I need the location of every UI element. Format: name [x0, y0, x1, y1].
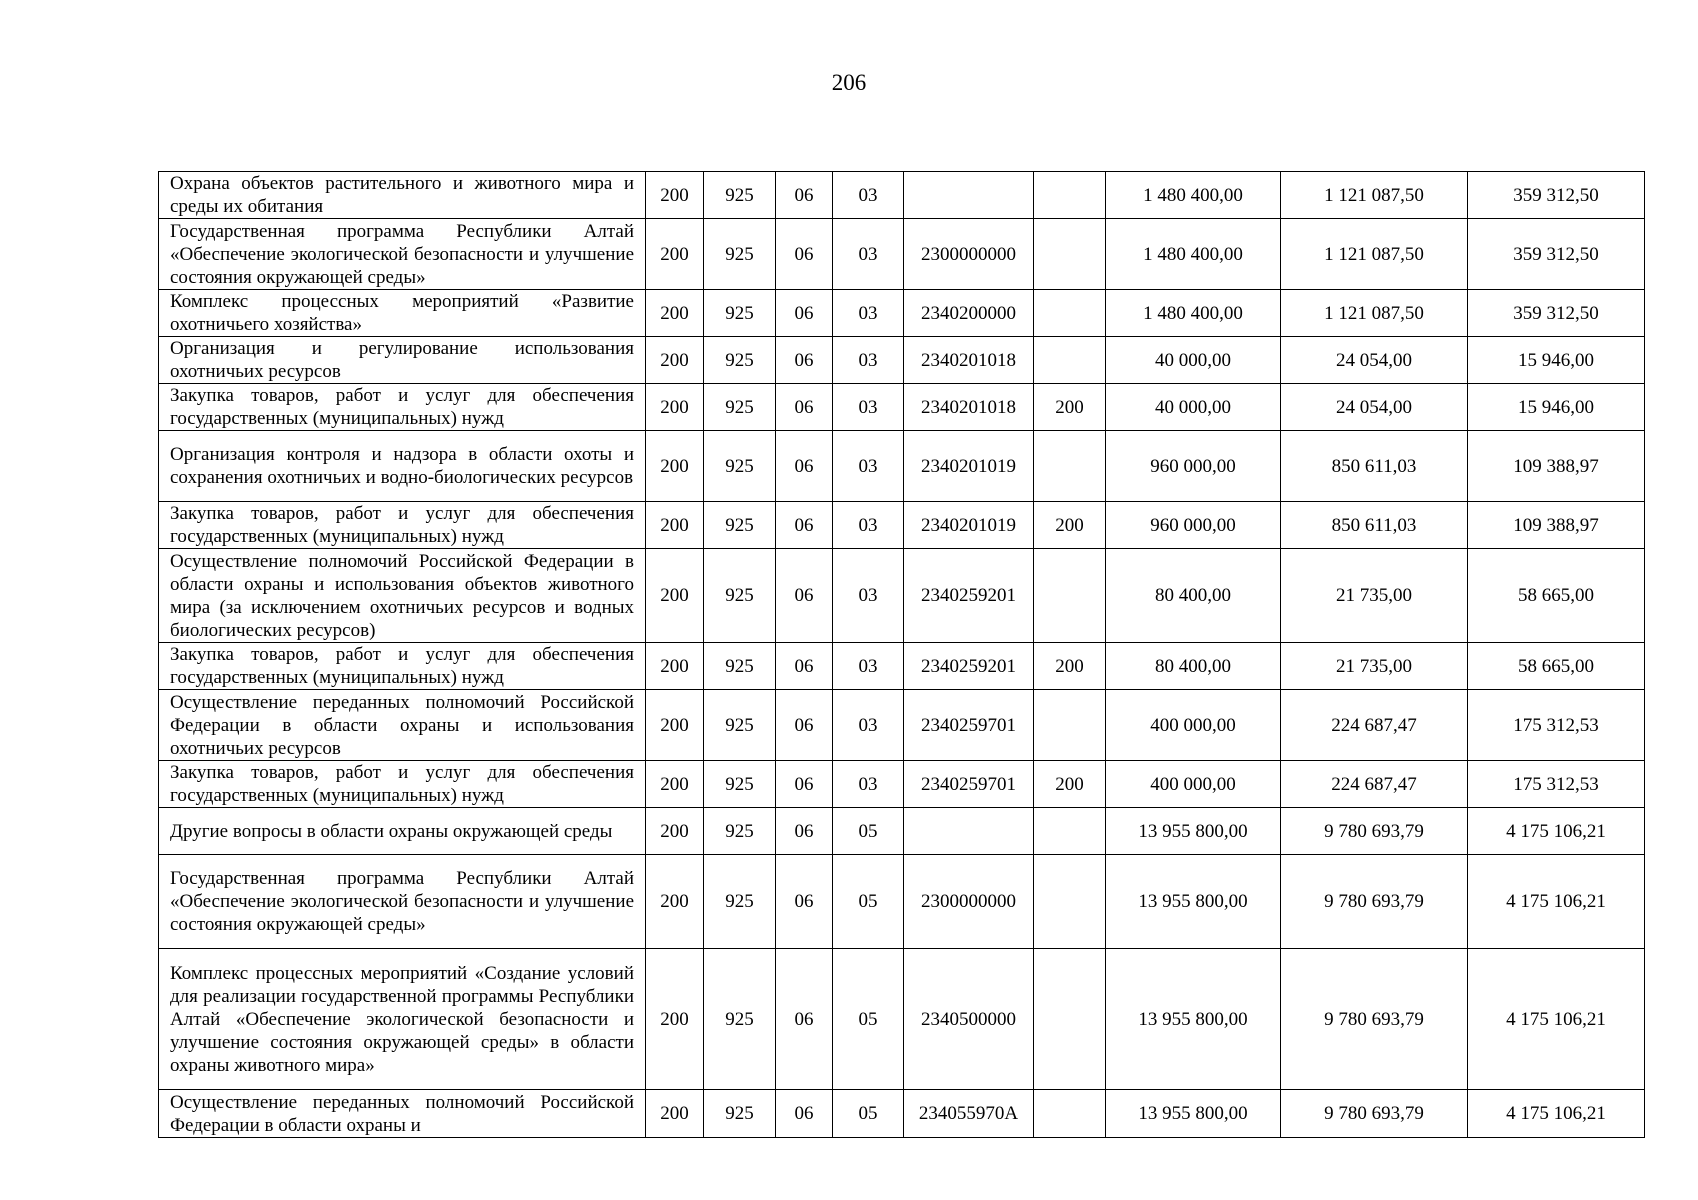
remaining-amount-cell: 175 312,53 — [1468, 690, 1645, 761]
code-2-cell: 925 — [704, 808, 776, 855]
row-name-cell: Государственная программа Республики Алтай «Обеспечение экологической безопасности и улучшение состояния окружающей среды» — [159, 219, 646, 290]
target-article-cell: 2340259201 — [904, 643, 1034, 690]
plan-amount-cell: 960 000,00 — [1106, 431, 1281, 502]
code-1-cell: 200 — [646, 855, 704, 949]
plan-amount-cell: 1 480 400,00 — [1106, 172, 1281, 219]
code-4-cell: 03 — [833, 290, 904, 337]
remaining-amount-cell: 4 175 106,21 — [1468, 808, 1645, 855]
plan-amount-cell: 13 955 800,00 — [1106, 1090, 1281, 1138]
code-1-cell: 200 — [646, 949, 704, 1090]
code-1-cell: 200 — [646, 337, 704, 384]
code-2-cell: 925 — [704, 290, 776, 337]
code-4-cell: 03 — [833, 690, 904, 761]
table-row — [159, 502, 1645, 549]
row-name-cell: Организация и регулирование использования охотничьих ресурсов — [159, 337, 646, 384]
table-row — [159, 643, 1645, 690]
table-row — [159, 549, 1645, 643]
code-3-cell: 06 — [776, 855, 833, 949]
executed-amount-cell: 850 611,03 — [1281, 502, 1468, 549]
expense-type-cell — [1034, 549, 1106, 643]
remaining-amount-cell: 109 388,97 — [1468, 502, 1645, 549]
code-3-cell: 06 — [776, 502, 833, 549]
plan-amount-cell: 80 400,00 — [1106, 549, 1281, 643]
code-3-cell: 06 — [776, 431, 833, 502]
code-4-cell: 05 — [833, 808, 904, 855]
row-name-cell: Комплекс процессных мероприятий «Развитие охотничьего хозяйства» — [159, 290, 646, 337]
row-name-cell: Закупка товаров, работ и услуг для обеспечения государственных (муниципальных) нужд — [159, 761, 646, 808]
code-1-cell: 200 — [646, 549, 704, 643]
target-article-cell: 2340200000 — [904, 290, 1034, 337]
target-article-cell: 2340259701 — [904, 761, 1034, 808]
table-row — [159, 172, 1645, 219]
expense-type-cell — [1034, 808, 1106, 855]
expense-type-cell: 200 — [1034, 643, 1106, 690]
executed-amount-cell: 9 780 693,79 — [1281, 808, 1468, 855]
executed-amount-cell: 1 121 087,50 — [1281, 172, 1468, 219]
code-1-cell: 200 — [646, 643, 704, 690]
code-2-cell: 925 — [704, 431, 776, 502]
executed-amount-cell: 9 780 693,79 — [1281, 1090, 1468, 1138]
code-4-cell: 03 — [833, 643, 904, 690]
code-2-cell: 925 — [704, 502, 776, 549]
target-article-cell: 234055970А — [904, 1090, 1034, 1138]
row-name-cell: Осуществление полномочий Российской Федерации в области охраны и использования объектов животного мира (за исключением охотничьих ресурсов и водных биологических ресурсов) — [159, 549, 646, 643]
code-3-cell: 06 — [776, 949, 833, 1090]
expense-type-cell — [1034, 172, 1106, 219]
table-row — [159, 690, 1645, 761]
code-2-cell: 925 — [704, 549, 776, 643]
code-1-cell: 200 — [646, 502, 704, 549]
code-3-cell: 06 — [776, 172, 833, 219]
code-2-cell: 925 — [704, 337, 776, 384]
code-3-cell: 06 — [776, 761, 833, 808]
expense-type-cell — [1034, 337, 1106, 384]
remaining-amount-cell: 4 175 106,21 — [1468, 949, 1645, 1090]
code-1-cell: 200 — [646, 384, 704, 431]
target-article-cell: 2340201019 — [904, 431, 1034, 502]
target-article-cell — [904, 172, 1034, 219]
executed-amount-cell: 850 611,03 — [1281, 431, 1468, 502]
table-row — [159, 384, 1645, 431]
executed-amount-cell: 21 735,00 — [1281, 549, 1468, 643]
remaining-amount-cell: 359 312,50 — [1468, 219, 1645, 290]
code-2-cell: 925 — [704, 855, 776, 949]
row-name-cell: Организация контроля и надзора в области охоты и сохранения охотничьих и водно-биологических ресурсов — [159, 431, 646, 502]
expense-type-cell — [1034, 431, 1106, 502]
remaining-amount-cell: 359 312,50 — [1468, 290, 1645, 337]
table-row — [159, 855, 1645, 949]
code-2-cell: 925 — [704, 1090, 776, 1138]
remaining-amount-cell: 58 665,00 — [1468, 643, 1645, 690]
page-number: 206 — [831, 70, 867, 95]
table-row — [159, 431, 1645, 502]
executed-amount-cell: 9 780 693,79 — [1281, 855, 1468, 949]
remaining-amount-cell: 175 312,53 — [1468, 761, 1645, 808]
target-article-cell: 2300000000 — [904, 855, 1034, 949]
table-row — [159, 1090, 1645, 1138]
executed-amount-cell: 1 121 087,50 — [1281, 290, 1468, 337]
expense-type-cell — [1034, 290, 1106, 337]
code-4-cell: 03 — [833, 172, 904, 219]
executed-amount-cell: 24 054,00 — [1281, 384, 1468, 431]
plan-amount-cell: 1 480 400,00 — [1106, 219, 1281, 290]
plan-amount-cell: 400 000,00 — [1106, 761, 1281, 808]
plan-amount-cell: 40 000,00 — [1106, 384, 1281, 431]
plan-amount-cell: 80 400,00 — [1106, 643, 1281, 690]
code-4-cell: 03 — [833, 431, 904, 502]
expense-type-cell — [1034, 690, 1106, 761]
remaining-amount-cell: 58 665,00 — [1468, 549, 1645, 643]
expense-type-cell — [1034, 219, 1106, 290]
executed-amount-cell: 24 054,00 — [1281, 337, 1468, 384]
row-name-cell: Охрана объектов растительного и животного мира и среды их обитания — [159, 172, 646, 219]
code-2-cell: 925 — [704, 219, 776, 290]
code-4-cell: 03 — [833, 502, 904, 549]
code-3-cell: 06 — [776, 384, 833, 431]
row-name-cell: Закупка товаров, работ и услуг для обеспечения государственных (муниципальных) нужд — [159, 502, 646, 549]
code-2-cell: 925 — [704, 761, 776, 808]
code-3-cell: 06 — [776, 1090, 833, 1138]
code-3-cell: 06 — [776, 690, 833, 761]
expense-type-cell — [1034, 1090, 1106, 1138]
plan-amount-cell: 400 000,00 — [1106, 690, 1281, 761]
remaining-amount-cell: 15 946,00 — [1468, 337, 1645, 384]
code-2-cell: 925 — [704, 643, 776, 690]
target-article-cell: 2340259701 — [904, 690, 1034, 761]
code-1-cell: 200 — [646, 808, 704, 855]
code-1-cell: 200 — [646, 290, 704, 337]
target-article-cell — [904, 808, 1034, 855]
executed-amount-cell: 9 780 693,79 — [1281, 949, 1468, 1090]
target-article-cell: 2340201018 — [904, 384, 1034, 431]
code-4-cell: 03 — [833, 761, 904, 808]
code-3-cell: 06 — [776, 643, 833, 690]
remaining-amount-cell: 4 175 106,21 — [1468, 855, 1645, 949]
executed-amount-cell: 21 735,00 — [1281, 643, 1468, 690]
row-name-cell: Комплекс процессных мероприятий «Создание условий для реализации государственной программы Республики Алтай «Обеспечение экологической безопасности и улучшение состояния окружающей среды» в области охраны животного мира» — [159, 949, 646, 1090]
row-name-cell: Осуществление переданных полномочий Российской Федерации в области охраны и — [159, 1090, 646, 1138]
target-article-cell: 2340201018 — [904, 337, 1034, 384]
code-4-cell: 05 — [833, 949, 904, 1090]
budget-table — [158, 171, 1645, 1138]
table-row — [159, 949, 1645, 1090]
plan-amount-cell: 1 480 400,00 — [1106, 290, 1281, 337]
target-article-cell: 2340500000 — [904, 949, 1034, 1090]
expense-type-cell: 200 — [1034, 761, 1106, 808]
plan-amount-cell: 960 000,00 — [1106, 502, 1281, 549]
executed-amount-cell: 224 687,47 — [1281, 761, 1468, 808]
code-3-cell: 06 — [776, 808, 833, 855]
expense-type-cell — [1034, 949, 1106, 1090]
table-row — [159, 290, 1645, 337]
row-name-cell: Государственная программа Республики Алтай «Обеспечение экологической безопасности и улучшение состояния окружающей среды» — [159, 855, 646, 949]
target-article-cell: 2300000000 — [904, 219, 1034, 290]
target-article-cell: 2340201019 — [904, 502, 1034, 549]
code-1-cell: 200 — [646, 690, 704, 761]
code-4-cell: 05 — [833, 855, 904, 949]
code-4-cell: 03 — [833, 337, 904, 384]
code-2-cell: 925 — [704, 949, 776, 1090]
table-body — [159, 172, 1645, 1138]
expense-type-cell: 200 — [1034, 384, 1106, 431]
table-row — [159, 761, 1645, 808]
row-name-cell: Другие вопросы в области охраны окружающей среды — [159, 808, 646, 855]
remaining-amount-cell: 109 388,97 — [1468, 431, 1645, 502]
code-2-cell: 925 — [704, 172, 776, 219]
plan-amount-cell: 13 955 800,00 — [1106, 949, 1281, 1090]
plan-amount-cell: 13 955 800,00 — [1106, 808, 1281, 855]
code-3-cell: 06 — [776, 337, 833, 384]
expense-type-cell: 200 — [1034, 502, 1106, 549]
row-name-cell: Осуществление переданных полномочий Российской Федерации в области охраны и использования охотничьих ресурсов — [159, 690, 646, 761]
code-1-cell: 200 — [646, 1090, 704, 1138]
table-row — [159, 219, 1645, 290]
plan-amount-cell: 40 000,00 — [1106, 337, 1281, 384]
code-3-cell: 06 — [776, 219, 833, 290]
code-4-cell: 03 — [833, 384, 904, 431]
expense-type-cell — [1034, 855, 1106, 949]
code-4-cell: 05 — [833, 1090, 904, 1138]
executed-amount-cell: 1 121 087,50 — [1281, 219, 1468, 290]
code-3-cell: 06 — [776, 549, 833, 643]
code-2-cell: 925 — [704, 690, 776, 761]
code-1-cell: 200 — [646, 761, 704, 808]
target-article-cell: 2340259201 — [904, 549, 1034, 643]
code-1-cell: 200 — [646, 172, 704, 219]
code-2-cell: 925 — [704, 384, 776, 431]
remaining-amount-cell: 359 312,50 — [1468, 172, 1645, 219]
remaining-amount-cell: 4 175 106,21 — [1468, 1090, 1645, 1138]
plan-amount-cell: 13 955 800,00 — [1106, 855, 1281, 949]
table-row — [159, 337, 1645, 384]
code-4-cell: 03 — [833, 549, 904, 643]
row-name-cell: Закупка товаров, работ и услуг для обеспечения государственных (муниципальных) нужд — [159, 643, 646, 690]
code-1-cell: 200 — [646, 219, 704, 290]
code-1-cell: 200 — [646, 431, 704, 502]
table-row — [159, 808, 1645, 855]
row-name-cell: Закупка товаров, работ и услуг для обеспечения государственных (муниципальных) нужд — [159, 384, 646, 431]
remaining-amount-cell: 15 946,00 — [1468, 384, 1645, 431]
code-4-cell: 03 — [833, 219, 904, 290]
code-3-cell: 06 — [776, 290, 833, 337]
executed-amount-cell: 224 687,47 — [1281, 690, 1468, 761]
